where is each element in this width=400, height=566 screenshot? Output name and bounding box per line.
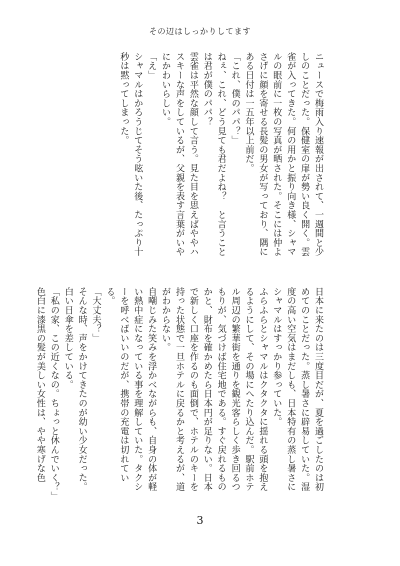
paragraph: 自嘲じみた笑みを浮かべながらも、自身の体が軽い熱中症になっている事を理解していた。タクシーを呼べばいいのだが、携帯の充電は切れている。 bbox=[104, 287, 157, 492]
paragraph: 雲雀は平然な顔して言う。見た目を思えばややハスキーな声をしているが、父親を表す言葉がいやにかわいらしい。 bbox=[160, 52, 198, 257]
running-header: その辺はしっかりしてます bbox=[149, 27, 251, 36]
paragraph: 「え」 bbox=[146, 52, 157, 80]
text-block-lower bbox=[34, 287, 324, 501]
text-block-upper bbox=[76, 52, 324, 259]
page-number: 3 bbox=[196, 514, 204, 527]
paragraph: 色白に漆黒の髪が美しい女性は、やや寒げな色 bbox=[34, 287, 45, 483]
paragraph: 日本に来たのは三度目だが、夏を過ごしたのは初めてのことだった。蒸し暑さに辟易していた。湿度の高い空気はまだしも、日本特有の蒸し暑さにシャマルはすっかり参っていた。 bbox=[271, 287, 323, 492]
paragraph: 「大丈夫？」 bbox=[90, 287, 101, 343]
paragraph: ニュースで梅雨入り速報が出されて、一週間と少しのことだった。保健室の扉が勢い良く開く。雲雀が入ってきた。何の用かと振り向き様、シャマルの眼前に一枚の写真が晒された。そこには仲よさげに顔を寄せる長髪の男女が写っており、隅にある日付は一五年以上前だ。 bbox=[243, 52, 323, 257]
paragraph: そんな時、声をかけてきたのが幼い少女だった。白い日傘を差している。 bbox=[62, 287, 87, 492]
paragraph: 「これ、僕のパパ？」 bbox=[229, 52, 240, 145]
paragraph: 「私の家、この近くなの。ちょっと休んでいく？」 bbox=[48, 287, 59, 501]
paragraph: ねぇ、これ、どう見ても君だよね？ と言うことは君が僕のパパ？ bbox=[201, 52, 226, 257]
paragraph: シャマルはかろうじてそう呟いた後、たっぷり十秒は黙ってしまった。 bbox=[118, 52, 143, 257]
paragraph: ふらふらとシャマルはクタクタに揺れる頭を抱えるようにして、その場にへたり込んだ。駅前ホテル周辺の繁華街を通りを観光客らしく歩き回るつもりが、気づけば住宅地である。すぐ戻れるものかと、財布を確かめたら日本円が足りない。日本で新しく口座を作るのも面倒で、ホテルのキーを持った状態で一旦ホテルに戻るかと考えるが、道がわからない。 bbox=[160, 287, 268, 492]
